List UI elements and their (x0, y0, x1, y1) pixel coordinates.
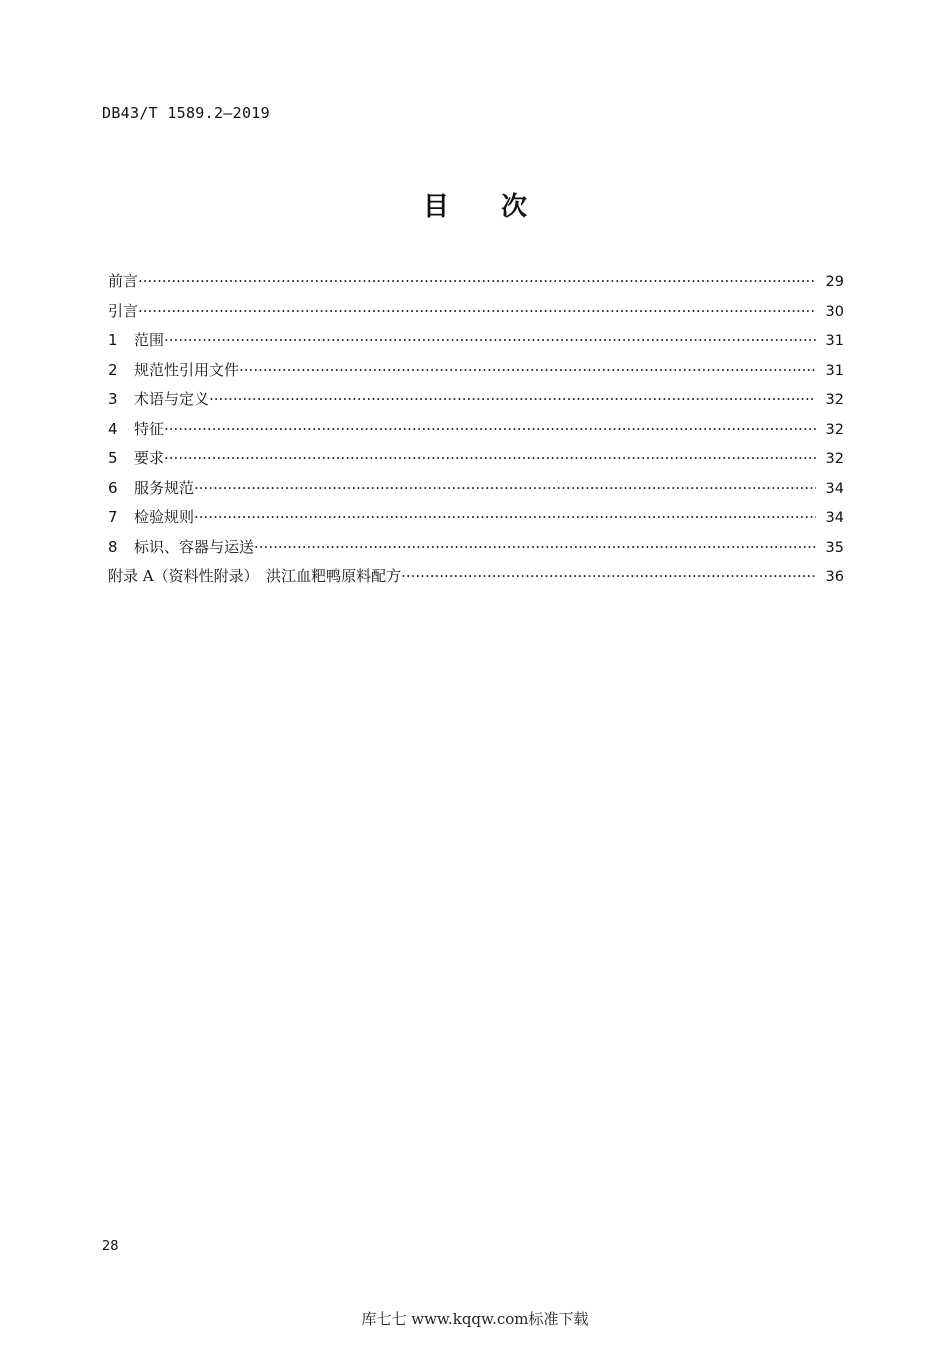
document-code: DB43/T 1589.2—2019 (102, 104, 270, 122)
toc-title-left: 目 (422, 192, 449, 222)
toc-leader-dots (239, 361, 816, 379)
toc-entry-label: 要求 (134, 449, 165, 467)
toc-leader-dots (194, 479, 816, 497)
toc-entry-page: 31 (825, 362, 844, 379)
footer-watermark: 库七七 www.kqqw.com标准下载 (361, 1310, 589, 1328)
toc-entry-page: 30 (825, 303, 844, 320)
toc-entry-label: 服务规范 (134, 478, 195, 497)
toc-entry-foreword[interactable] (108, 270, 844, 300)
toc-entry-label: 检验规则 (134, 508, 195, 526)
page-number: 28 (102, 1239, 119, 1254)
toc-entry-label: 前言 (108, 272, 139, 290)
toc-leader-dots (164, 420, 816, 438)
toc-entry-label: 标识、容器与运送 (134, 537, 255, 556)
toc-entry-number: 3 (108, 390, 118, 408)
toc-entry-label: 引言 (108, 301, 139, 320)
toc-entry-appendix-a[interactable] (108, 565, 844, 595)
toc-entry-label: 术语与定义 (134, 390, 210, 408)
toc-leader-dots (401, 567, 816, 585)
toc-entry-4[interactable] (108, 418, 844, 448)
toc-entry-label: 特征 (134, 419, 165, 438)
toc-entry-page: 34 (825, 510, 844, 526)
toc-entry-page: 29 (825, 274, 844, 290)
toc-entry-number: 5 (108, 449, 118, 467)
toc-entry-introduction[interactable] (108, 300, 844, 330)
toc-entry-8[interactable] (108, 536, 844, 566)
toc-entry-2[interactable] (108, 359, 844, 389)
toc-entry-page: 35 (825, 539, 844, 556)
toc-entry-3[interactable] (108, 388, 844, 418)
toc-entry-number: 1 (108, 331, 118, 349)
toc-title (0, 186, 950, 223)
toc-leader-dots (164, 331, 816, 349)
toc-entry-page: 32 (825, 421, 844, 438)
toc-entry-number: 4 (108, 419, 118, 438)
toc-title-right: 次 (501, 192, 528, 222)
toc-entry-page: 32 (825, 451, 844, 467)
toc-entry-5[interactable] (108, 447, 844, 477)
toc-entry-page: 31 (825, 333, 844, 349)
toc-entry-page: 32 (825, 392, 844, 408)
toc-entry-label: 规范性引用文件 (134, 360, 240, 379)
toc-entry-number: 8 (108, 537, 118, 556)
toc-entry-number: 2 (108, 360, 118, 379)
toc-entry-6[interactable] (108, 477, 844, 507)
toc-leader-dots (254, 538, 816, 556)
toc-leader-dots (194, 508, 816, 526)
toc-entry-number: 6 (108, 478, 118, 497)
toc-entry-label: 附录 A（资料性附录） 洪江血粑鸭原料配方 (108, 567, 402, 585)
toc-entry-number: 7 (108, 508, 118, 526)
toc-entry-1[interactable] (108, 329, 844, 359)
toc-leader-dots (209, 390, 816, 408)
table-of-contents (108, 270, 844, 595)
toc-leader-dots (164, 449, 816, 467)
toc-leader-dots (138, 272, 816, 290)
toc-entry-label: 范围 (134, 331, 165, 349)
toc-leader-dots (138, 302, 816, 320)
toc-entry-page: 36 (825, 569, 844, 585)
toc-entry-page: 34 (825, 480, 844, 497)
toc-entry-7[interactable] (108, 506, 844, 536)
